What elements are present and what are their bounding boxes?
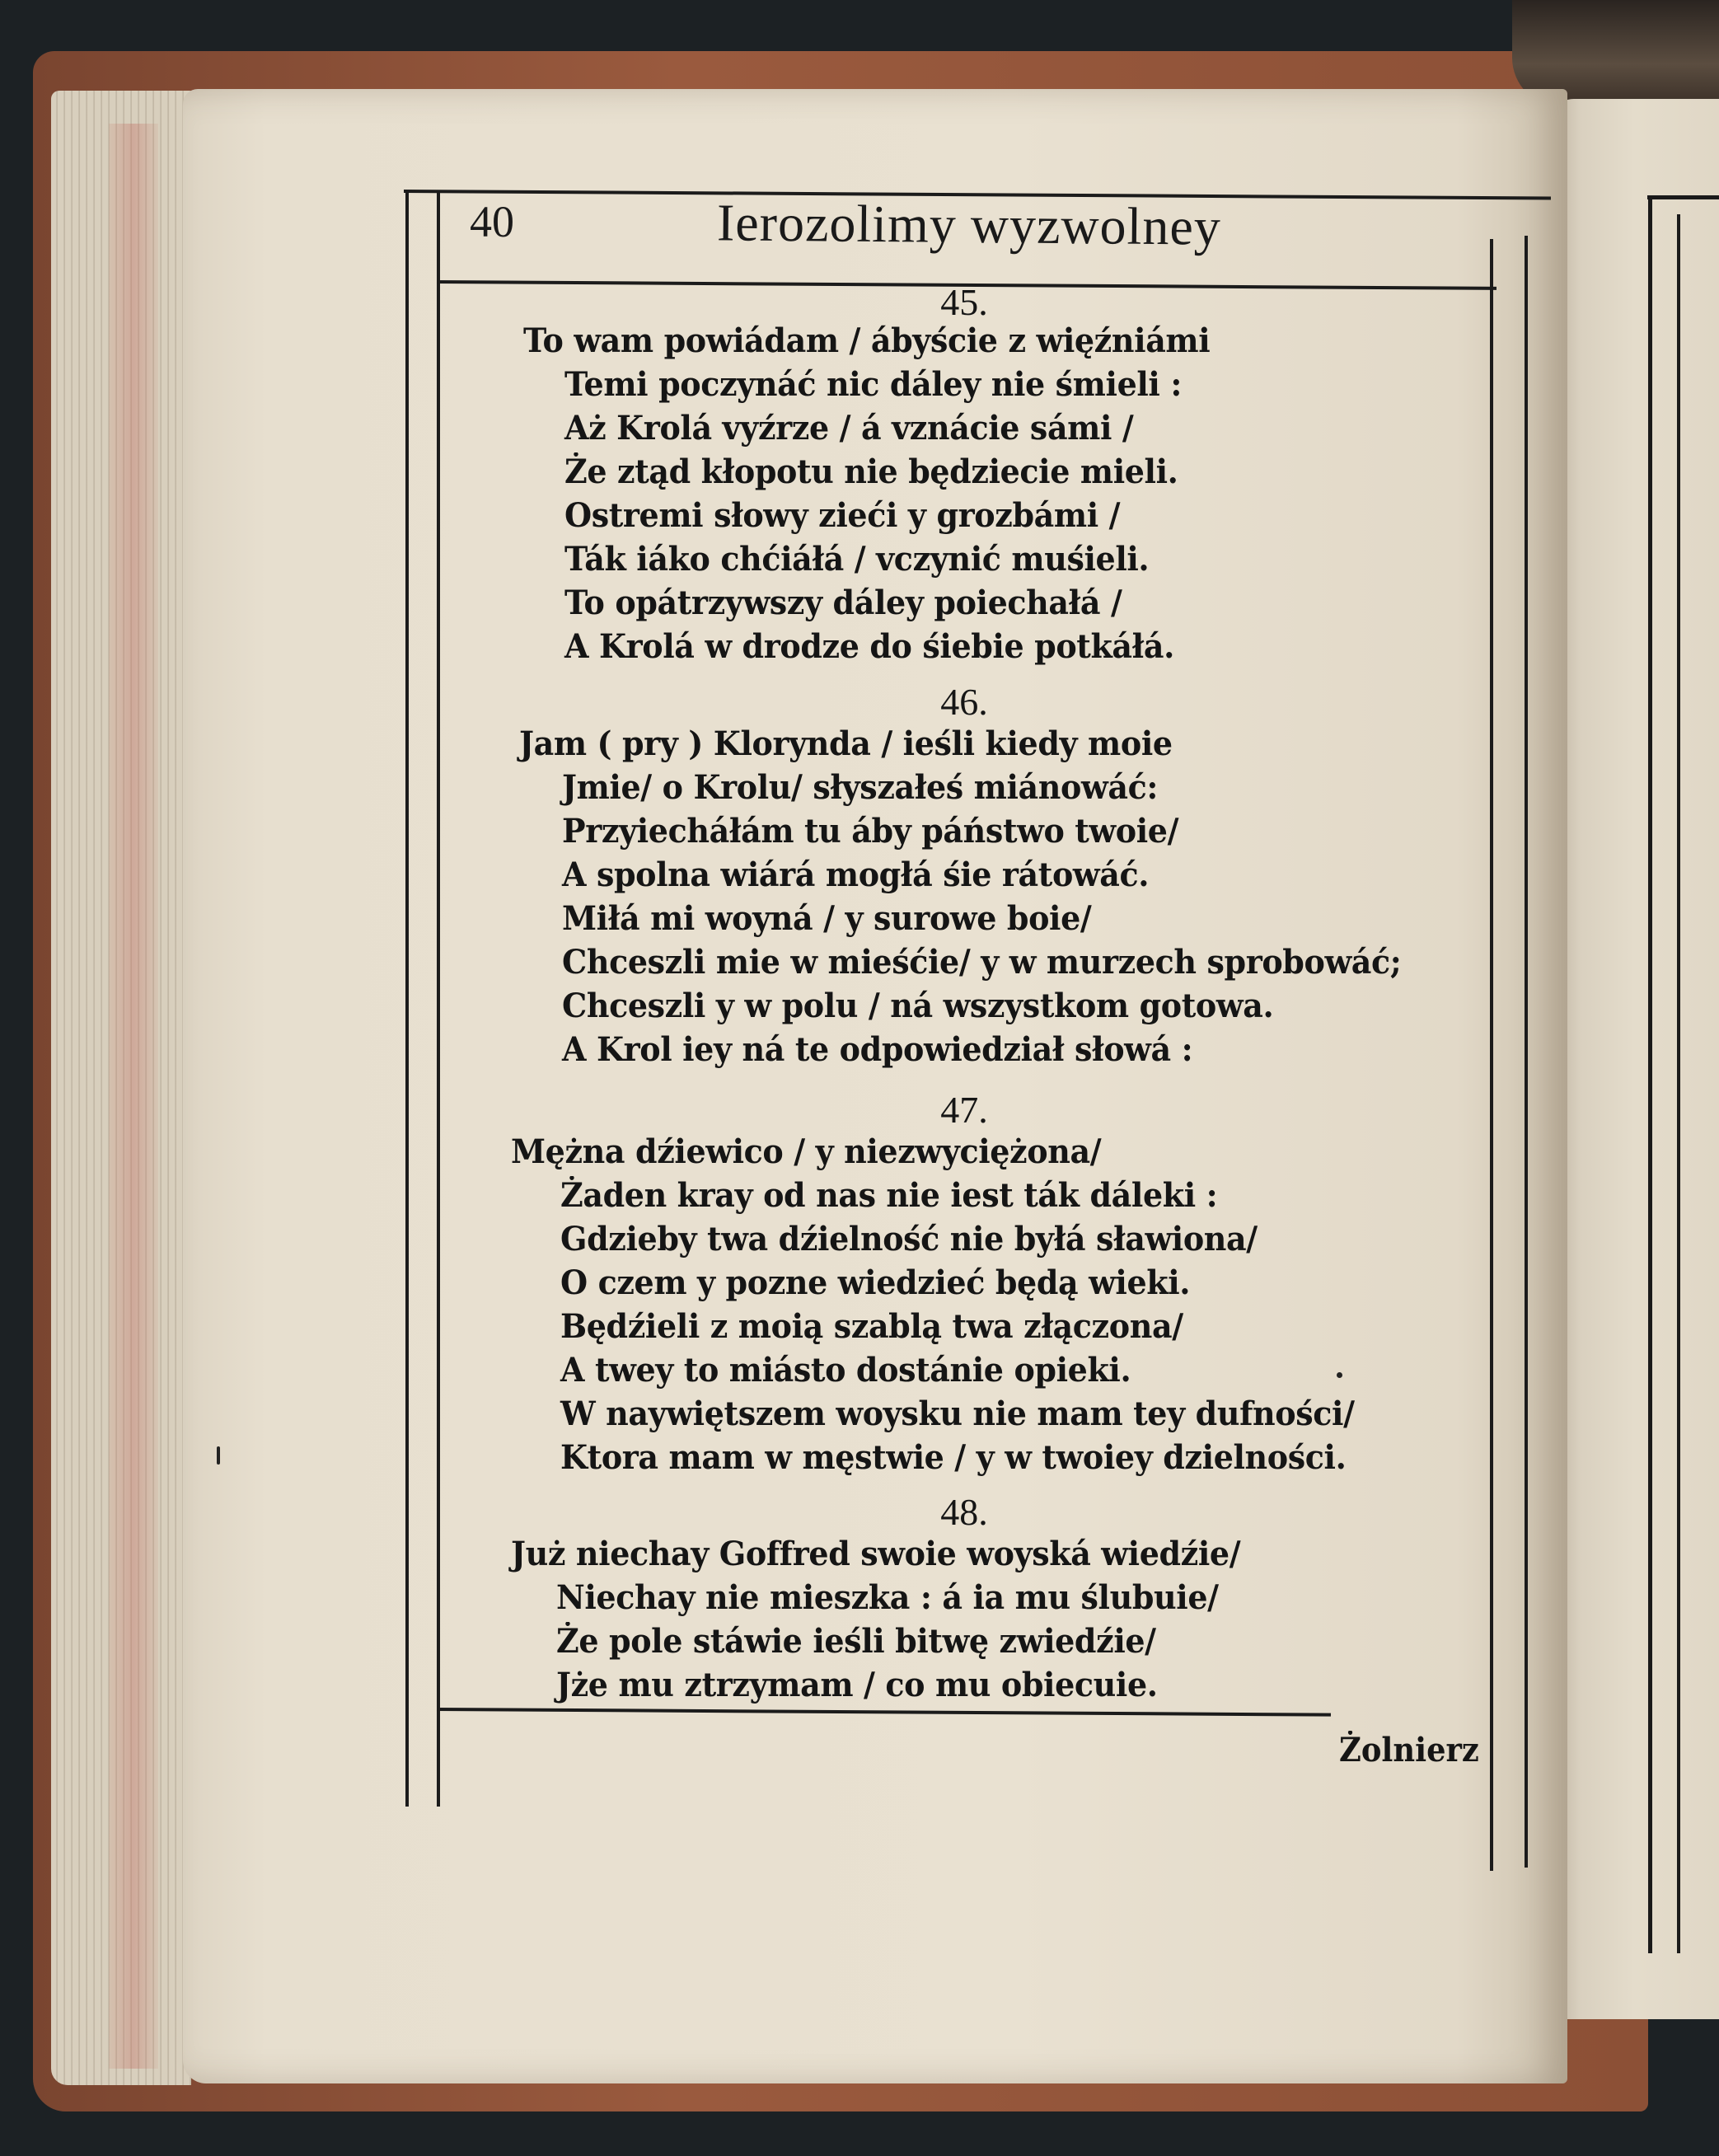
verse-line: O czem y pozne wiedzieć będą wieki. [560,1263,1191,1302]
verse-line: Przyiecháłám tu áby páństwo twoie/ [562,812,1179,851]
verse-line: Ktora mam w męstwie / y w twoiey dzielności. [560,1438,1347,1477]
frame-rule-left-inner [437,191,440,1807]
page-edges [51,91,191,2085]
frame-rule-left-outer [405,191,409,1807]
verse-line: Jże mu ztrzymam / co mu obiecuie. [556,1666,1158,1704]
verse-line: Że ztąd kłopotu nie będziecie mieli. [564,452,1178,491]
verse-line: Ostremi słowy zieći y grozbámi / [564,496,1121,535]
ink-speck [1337,1372,1342,1378]
verse-line: A Krol iey ná te odpowiedział słowá : [562,1030,1193,1069]
running-title: Ierozolimy wyzwolney [716,193,1222,256]
page-number: 40 [470,197,514,246]
verse-line: Miłá mi woyná / y surowe boie/ [562,899,1092,938]
verse-line: Mężna dźiewico / y niezwyciężona/ [511,1132,1102,1171]
verse-line: Że pole stáwie ieśli bitwę zwiedźie/ [556,1622,1156,1661]
verse-line: A spolna wiárá mogłá śie rátowáć. [562,855,1150,894]
running-head [461,195,1450,260]
frame-rule-right-outer [1525,236,1528,1868]
verse-line: Temi poczynáć nic dáley nie śmieli : [564,365,1182,404]
verse-line: Gdzieby twa dźielność nie byłá sławiona/ [560,1220,1258,1258]
verse-line: Aż Krolá vyźrze / á vznácie sámi / [564,409,1134,448]
stanza-number: 47. [940,1089,988,1131]
verse-line: Jmie/ o Krolu/ słyszałeś miánowáć: [562,768,1158,807]
verse-line: W naywiętszem woysku nie mam tey dufności/ [560,1394,1355,1433]
ink-speck [217,1446,220,1465]
verse-line: Już niechay Goffred swoie woyská wiedźie/ [511,1535,1241,1573]
facing-page-frame [1648,198,1702,1953]
catchword: Żolnierz [1339,1731,1479,1769]
verse-line: Chceszli y w polu / ná wszystkom gotowa. [562,987,1274,1025]
frame-rule-right-inner [1490,239,1493,1871]
verse-line: To opátrzywszy dáley poiechałá / [564,584,1122,622]
verse-line: Niechay nie mieszka : á ia mu ślubuie/ [556,1578,1219,1617]
stanza-number: 46. [940,681,988,723]
verse-line: A Krolá w drodze do śiebie potkáłá. [564,627,1174,666]
stanza-number: 45. [940,281,988,323]
verse-line: To wam powiádam / ábyście z więźniámi [523,321,1211,360]
verse-line: Chceszli mie w mieśćie/ y w murzech sprobowáć; [562,943,1402,982]
verse-line: A twey to miásto dostánie opieki. [560,1351,1131,1390]
verse-line: Ták iáko chćiáłá / vczynić muśieli. [564,540,1150,579]
stanza-number: 48. [940,1491,988,1533]
verse-line: Jam ( pry ) Klorynda / ieśli kiedy moie [519,724,1173,763]
verse-line: Żaden kray od nas nie iest ták dáleki : [560,1176,1218,1215]
verse-line: Będźieli z moią szablą twa złączona/ [560,1307,1183,1346]
